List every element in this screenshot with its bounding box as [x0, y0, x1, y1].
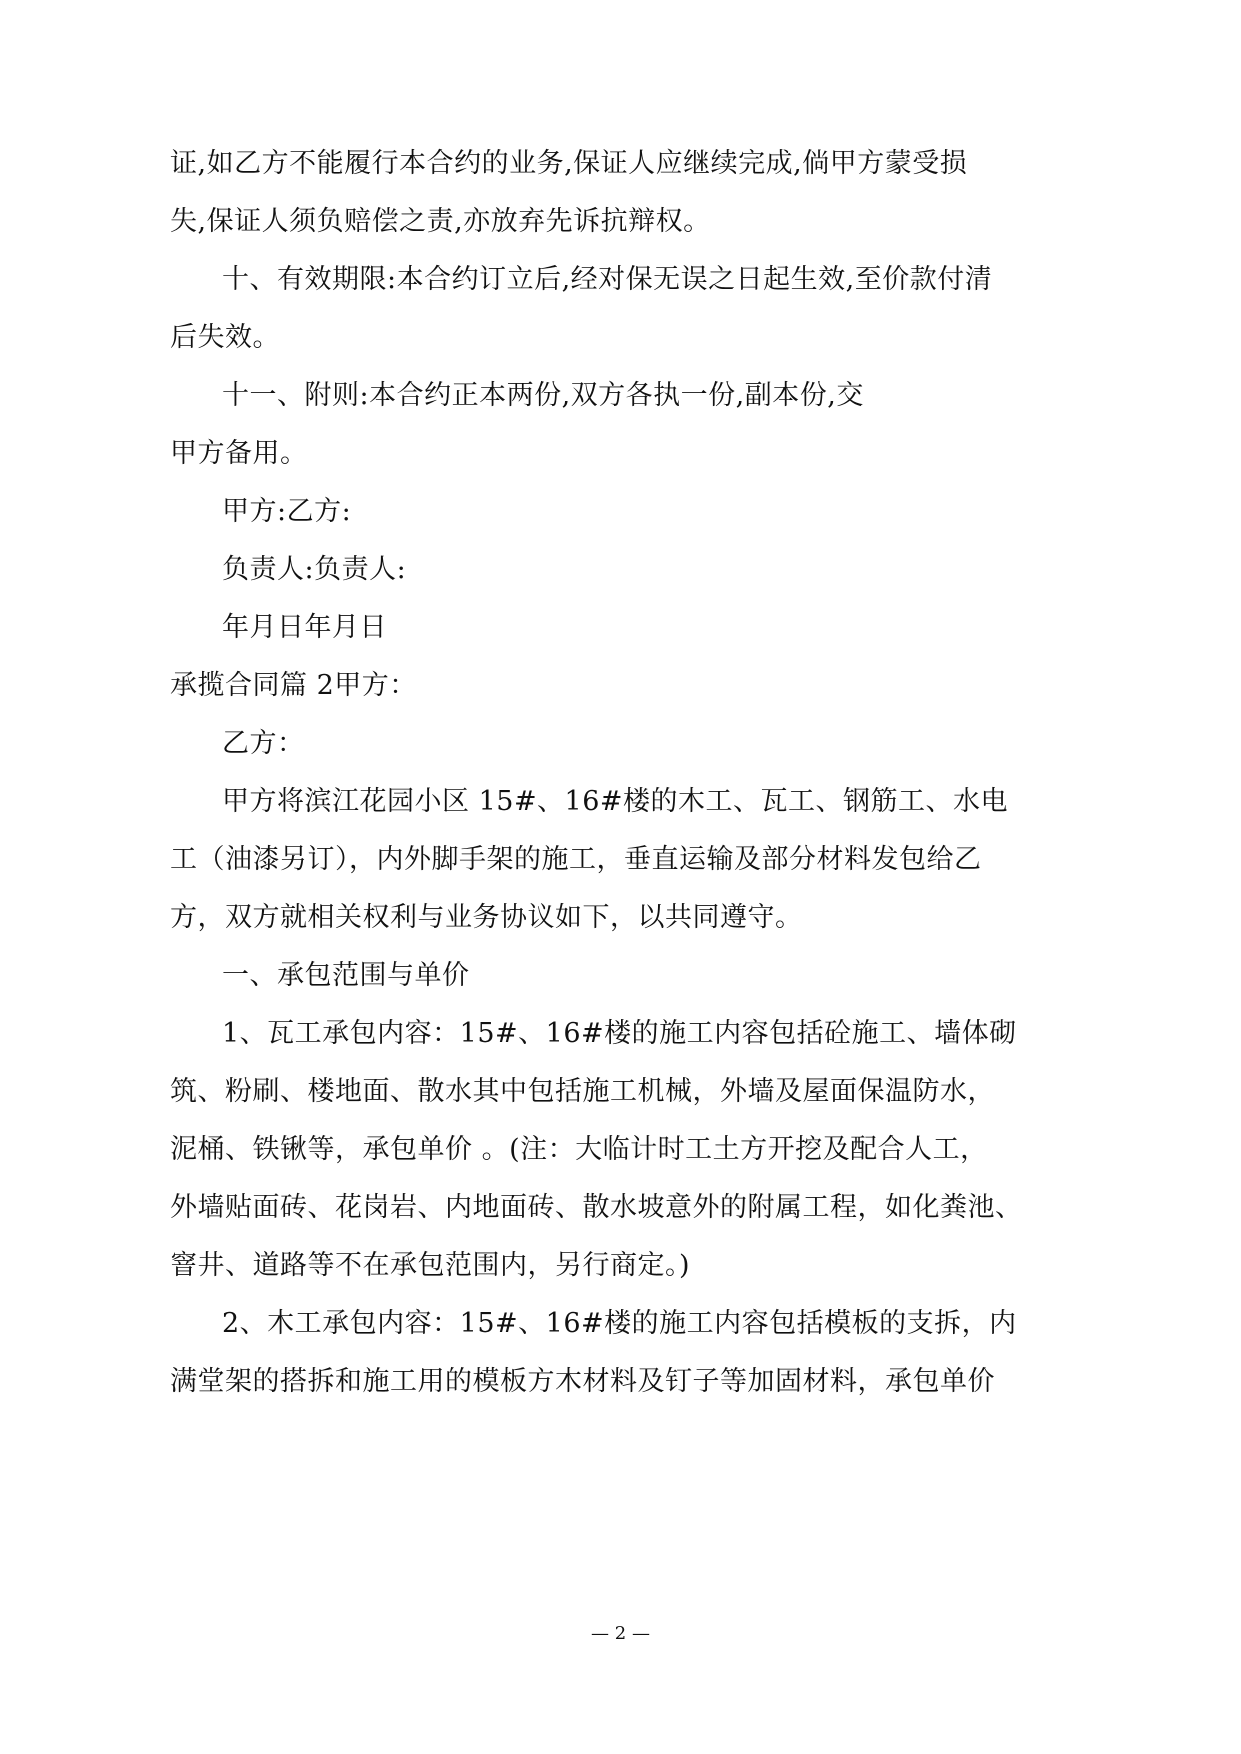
clause-11-text: 十一、附则:本合约正本两份,双方各执一份,副本 [222, 380, 800, 411]
day-label: 日 [359, 612, 387, 643]
heading-scope-and-price: 一、承包范围与单价 [222, 960, 470, 991]
text-line [222, 782, 1008, 822]
intro-text: 甲方将滨江花园小区 15#、16#楼的木工、瓦工、钢筋工、水电 [222, 786, 1009, 817]
item-1-text: 筑、粉刷、楼地面、散水其中包括施工机械，外墙及屋面保温防水， [170, 1076, 995, 1107]
text-line [222, 956, 470, 996]
item-1-text: 外墙贴面砖、花岗岩、内地面砖、散水坡意外的附属工程，如化粪池、 [170, 1192, 1023, 1223]
year-label: 年 [222, 612, 250, 643]
party-b-label: 乙方： [222, 728, 305, 759]
text-line [170, 898, 803, 938]
clause-9-text: 证,如乙方不能履行本合约的业务,保证人应继续完成,倘甲方蒙受损 [170, 148, 968, 179]
page-number: — 2 — [591, 1623, 650, 1644]
date-line [222, 608, 387, 648]
signature-line [222, 492, 351, 532]
text-line [170, 202, 711, 242]
text-line [170, 1362, 995, 1402]
month-label: 月 [332, 612, 360, 643]
text-line [170, 1188, 1023, 1228]
year-label: 年 [304, 612, 332, 643]
intro-text: 工（油漆另订），内外脚手架的施工，垂直运输及部分材料发包给乙 [170, 844, 982, 875]
text-line [170, 318, 280, 358]
text-line [170, 1072, 995, 1112]
item-1-text: 泥桶、铁锹等，承包单价 。(注：大临计时工土方开挖及配合人工， [170, 1134, 988, 1165]
item-1-text: 窨井、道路等不在承包范围内，另行商定。) [170, 1250, 691, 1281]
text-line [170, 1246, 690, 1286]
month-label: 月 [249, 612, 277, 643]
section-heading [170, 666, 417, 706]
text-line [222, 260, 992, 300]
clause-11-text: 份,交 [799, 380, 864, 411]
clause-10-text: 十、有效期限:本合约订立后,经对保无误之日起生效,至价款付清 [222, 264, 993, 295]
party-b-signature-label: 乙方: [286, 496, 352, 527]
party-a-signature-label: 甲方: [222, 496, 287, 527]
item-2-text: 满堂架的搭拆和施工用的模板方木材料及钉子等加固材料，承包单价 [170, 1366, 995, 1397]
text-line [222, 376, 864, 416]
clause-11-text: 甲方备用。 [170, 438, 308, 469]
signature-line [222, 550, 406, 590]
clause-10-text: 后失效。 [170, 322, 280, 353]
text-line [222, 1304, 1017, 1344]
clause-9-text: 失,保证人须负赔偿之责,亦放弃先诉抗辩权。 [170, 206, 711, 237]
text-line [170, 434, 308, 474]
day-label: 日 [277, 612, 305, 643]
text-line [222, 1014, 1017, 1054]
section-part: 篇 2 [280, 670, 335, 701]
party-a-responsible-label: 负责人: [222, 554, 315, 585]
text-line [170, 1130, 988, 1170]
intro-text: 方，双方就相关权利与业务协议如下，以共同遵守。 [170, 902, 803, 933]
text-line [170, 840, 982, 880]
section-title: 承揽合同 [170, 670, 280, 701]
party-b-responsible-label: 负责人: [314, 554, 407, 585]
item-1-text: 1、瓦工承包内容：15#、16#楼的施工内容包括砼施工、墙体砌 [222, 1018, 1017, 1049]
party-a-label: 甲方： [334, 670, 417, 701]
text-line [170, 144, 967, 184]
text-line [222, 724, 305, 764]
item-2-text: 2、木工承包内容：15#、16#楼的施工内容包括模板的支拆，内 [222, 1308, 1017, 1339]
